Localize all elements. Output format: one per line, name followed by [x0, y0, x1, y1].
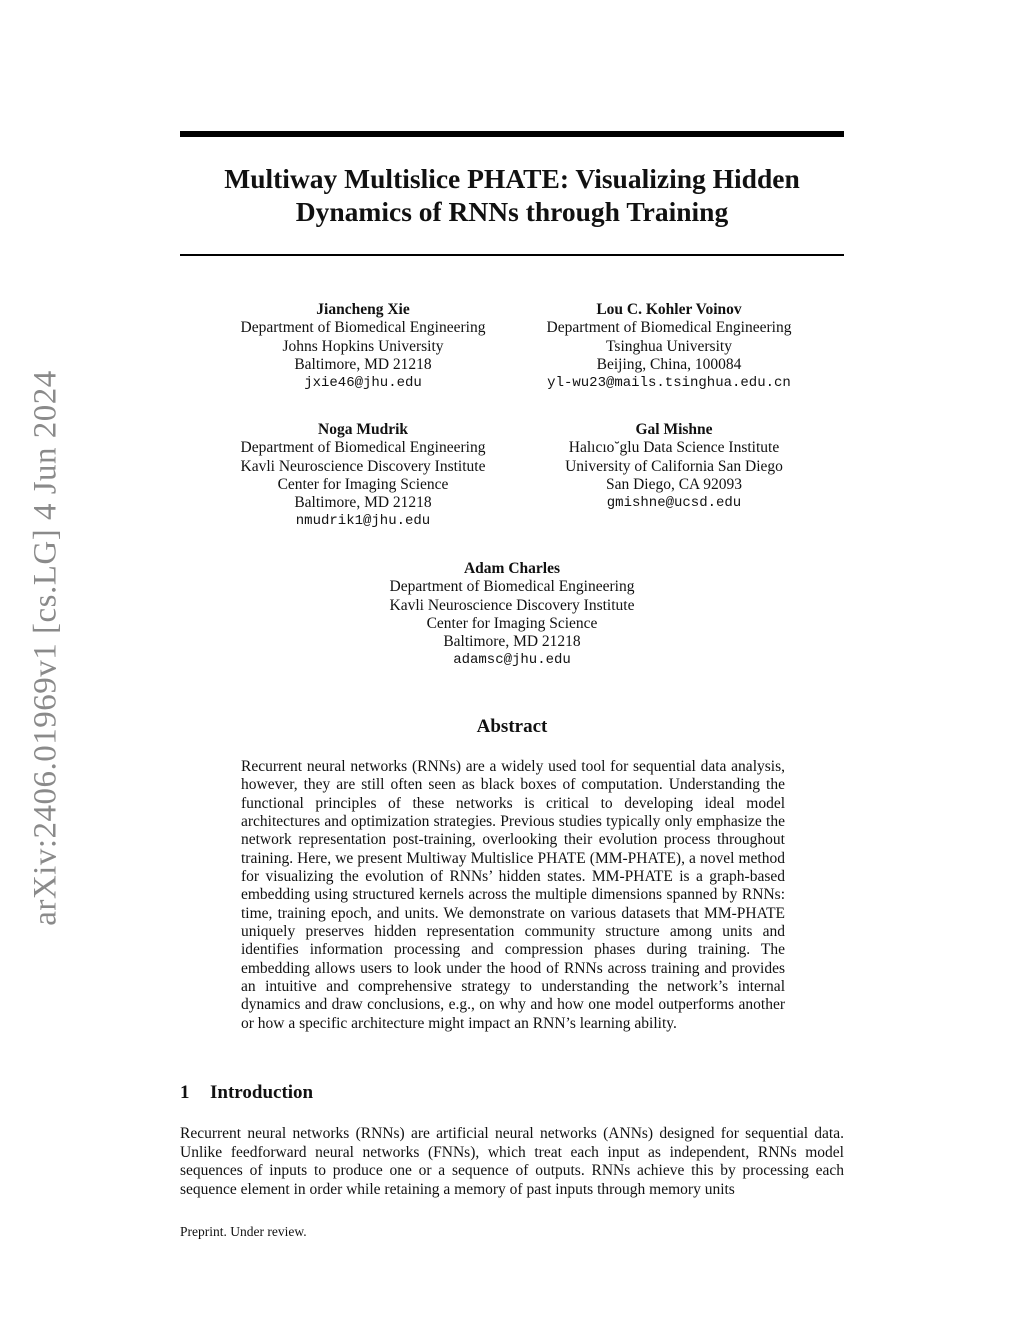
author-affiliation: Department of Biomedical Engineering — [240, 439, 486, 457]
abstract-heading: Abstract — [476, 716, 548, 737]
author-name: Gal Mishne — [635, 421, 713, 438]
author-name: Jiancheng Xie — [316, 301, 410, 318]
section-heading-introduction — [180, 1082, 313, 1104]
abstract-body: Recurrent neural networks (RNNs) are a widely used tool for sequential data analysis, however, they are still often seen as black boxes of computation. Understanding the functional principles of these networks is critical to developing ideal model architectures and optimization strategies. Previous studies typically only emphasize the network representation post-training, overlooking their evolution process throughout training. Here, we present Multiway Multislice PHATE (MM-PHATE), a novel method for visualizing the evolution of RNNs’ hidden states. MM-PHATE is a graph-based embedding using structured kernels across the multiple dimensions spanned by RNNs: time, training epoch, and units. We demonstrate on various datasets that MM-PHATE uniquely preserves hidden representation community structure among units and identifies information processing and compression phases during training. The embedding allows users to look under the hood of RNNs across training and provides an intuitive and comprehensive strategy to understanding the network’s internal dynamics and draw conclusions, e.g., on why and how one model outperforms another or how a specific architecture might impact an RNN’s learning ability. — [241, 758, 785, 1032]
author-affiliation: Kavli Neuroscience Discovery Institute — [240, 457, 486, 475]
author-email[interactable]: nmudrik1@jhu.edu — [295, 513, 431, 530]
introduction-body: Recurrent neural networks (RNNs) are artificial neural networks (ANNs) designed for sequential data. Unlike feedforward neural networks (FNNs), which treat each input as independent, RNNs model sequences of inputs to produce one or a sequence of outputs. RNNs achieve this by processing each sequence element in order while retaining a memory of past inputs through memory units — [180, 1125, 844, 1198]
author-affiliation: Johns Hopkins University — [282, 337, 444, 355]
title-top-rule — [180, 131, 844, 137]
author-address: Baltimore, MD 21218 — [443, 633, 581, 651]
author-affiliation: Center for Imaging Science — [426, 614, 598, 632]
author-address: Beijing, China, 100084 — [596, 355, 742, 373]
author-affiliation: Center for Imaging Science — [277, 475, 449, 493]
paper-title — [180, 162, 844, 228]
author-email[interactable]: adamsc@jhu.edu — [453, 652, 571, 669]
author-name: Lou C. Kohler Voinov — [596, 301, 742, 318]
author-affiliation: Department of Biomedical Engineering — [546, 319, 792, 337]
arxiv-identifier-stamp: arXiv:2406.01969v1 [cs.LG] 4 Jun 2024 — [27, 370, 64, 926]
title-bottom-rule — [180, 254, 844, 256]
author-block-xie — [198, 301, 528, 392]
author-affiliation: Department of Biomedical Engineering — [240, 319, 486, 337]
section-number: 1 — [180, 1082, 190, 1103]
title-line-2: Dynamics of RNNs through Training — [295, 196, 729, 227]
author-address: Baltimore, MD 21218 — [294, 355, 432, 373]
author-affiliation: University of California San Diego — [565, 457, 783, 475]
author-address: San Diego, CA 92093 — [605, 475, 743, 493]
author-affiliation: Department of Biomedical Engineering — [389, 578, 635, 596]
author-affiliation: Halıcıo˘glu Data Science Institute — [568, 439, 780, 457]
preprint-footer: Preprint. Under review. — [180, 1224, 307, 1239]
author-email[interactable]: jxie46@jhu.edu — [304, 375, 422, 392]
section-title: Introduction — [210, 1082, 314, 1103]
author-block-kohler-voinov — [504, 301, 834, 392]
author-address: Baltimore, MD 21218 — [294, 494, 432, 512]
author-email[interactable]: gmishne@ucsd.edu — [606, 495, 742, 512]
author-block-mudrik — [198, 421, 528, 531]
author-block-mishne — [509, 421, 839, 512]
author-name: Noga Mudrik — [318, 421, 408, 438]
author-block-charles — [347, 560, 677, 670]
author-email[interactable]: yl-wu23@mails.tsinghua.edu.cn — [547, 375, 791, 392]
author-name: Adam Charles — [463, 560, 560, 577]
author-affiliation: Kavli Neuroscience Discovery Institute — [389, 596, 635, 614]
title-line-1: Multiway Multislice PHATE: Visualizing Hidden — [224, 163, 800, 194]
author-affiliation: Tsinghua University — [606, 337, 732, 355]
